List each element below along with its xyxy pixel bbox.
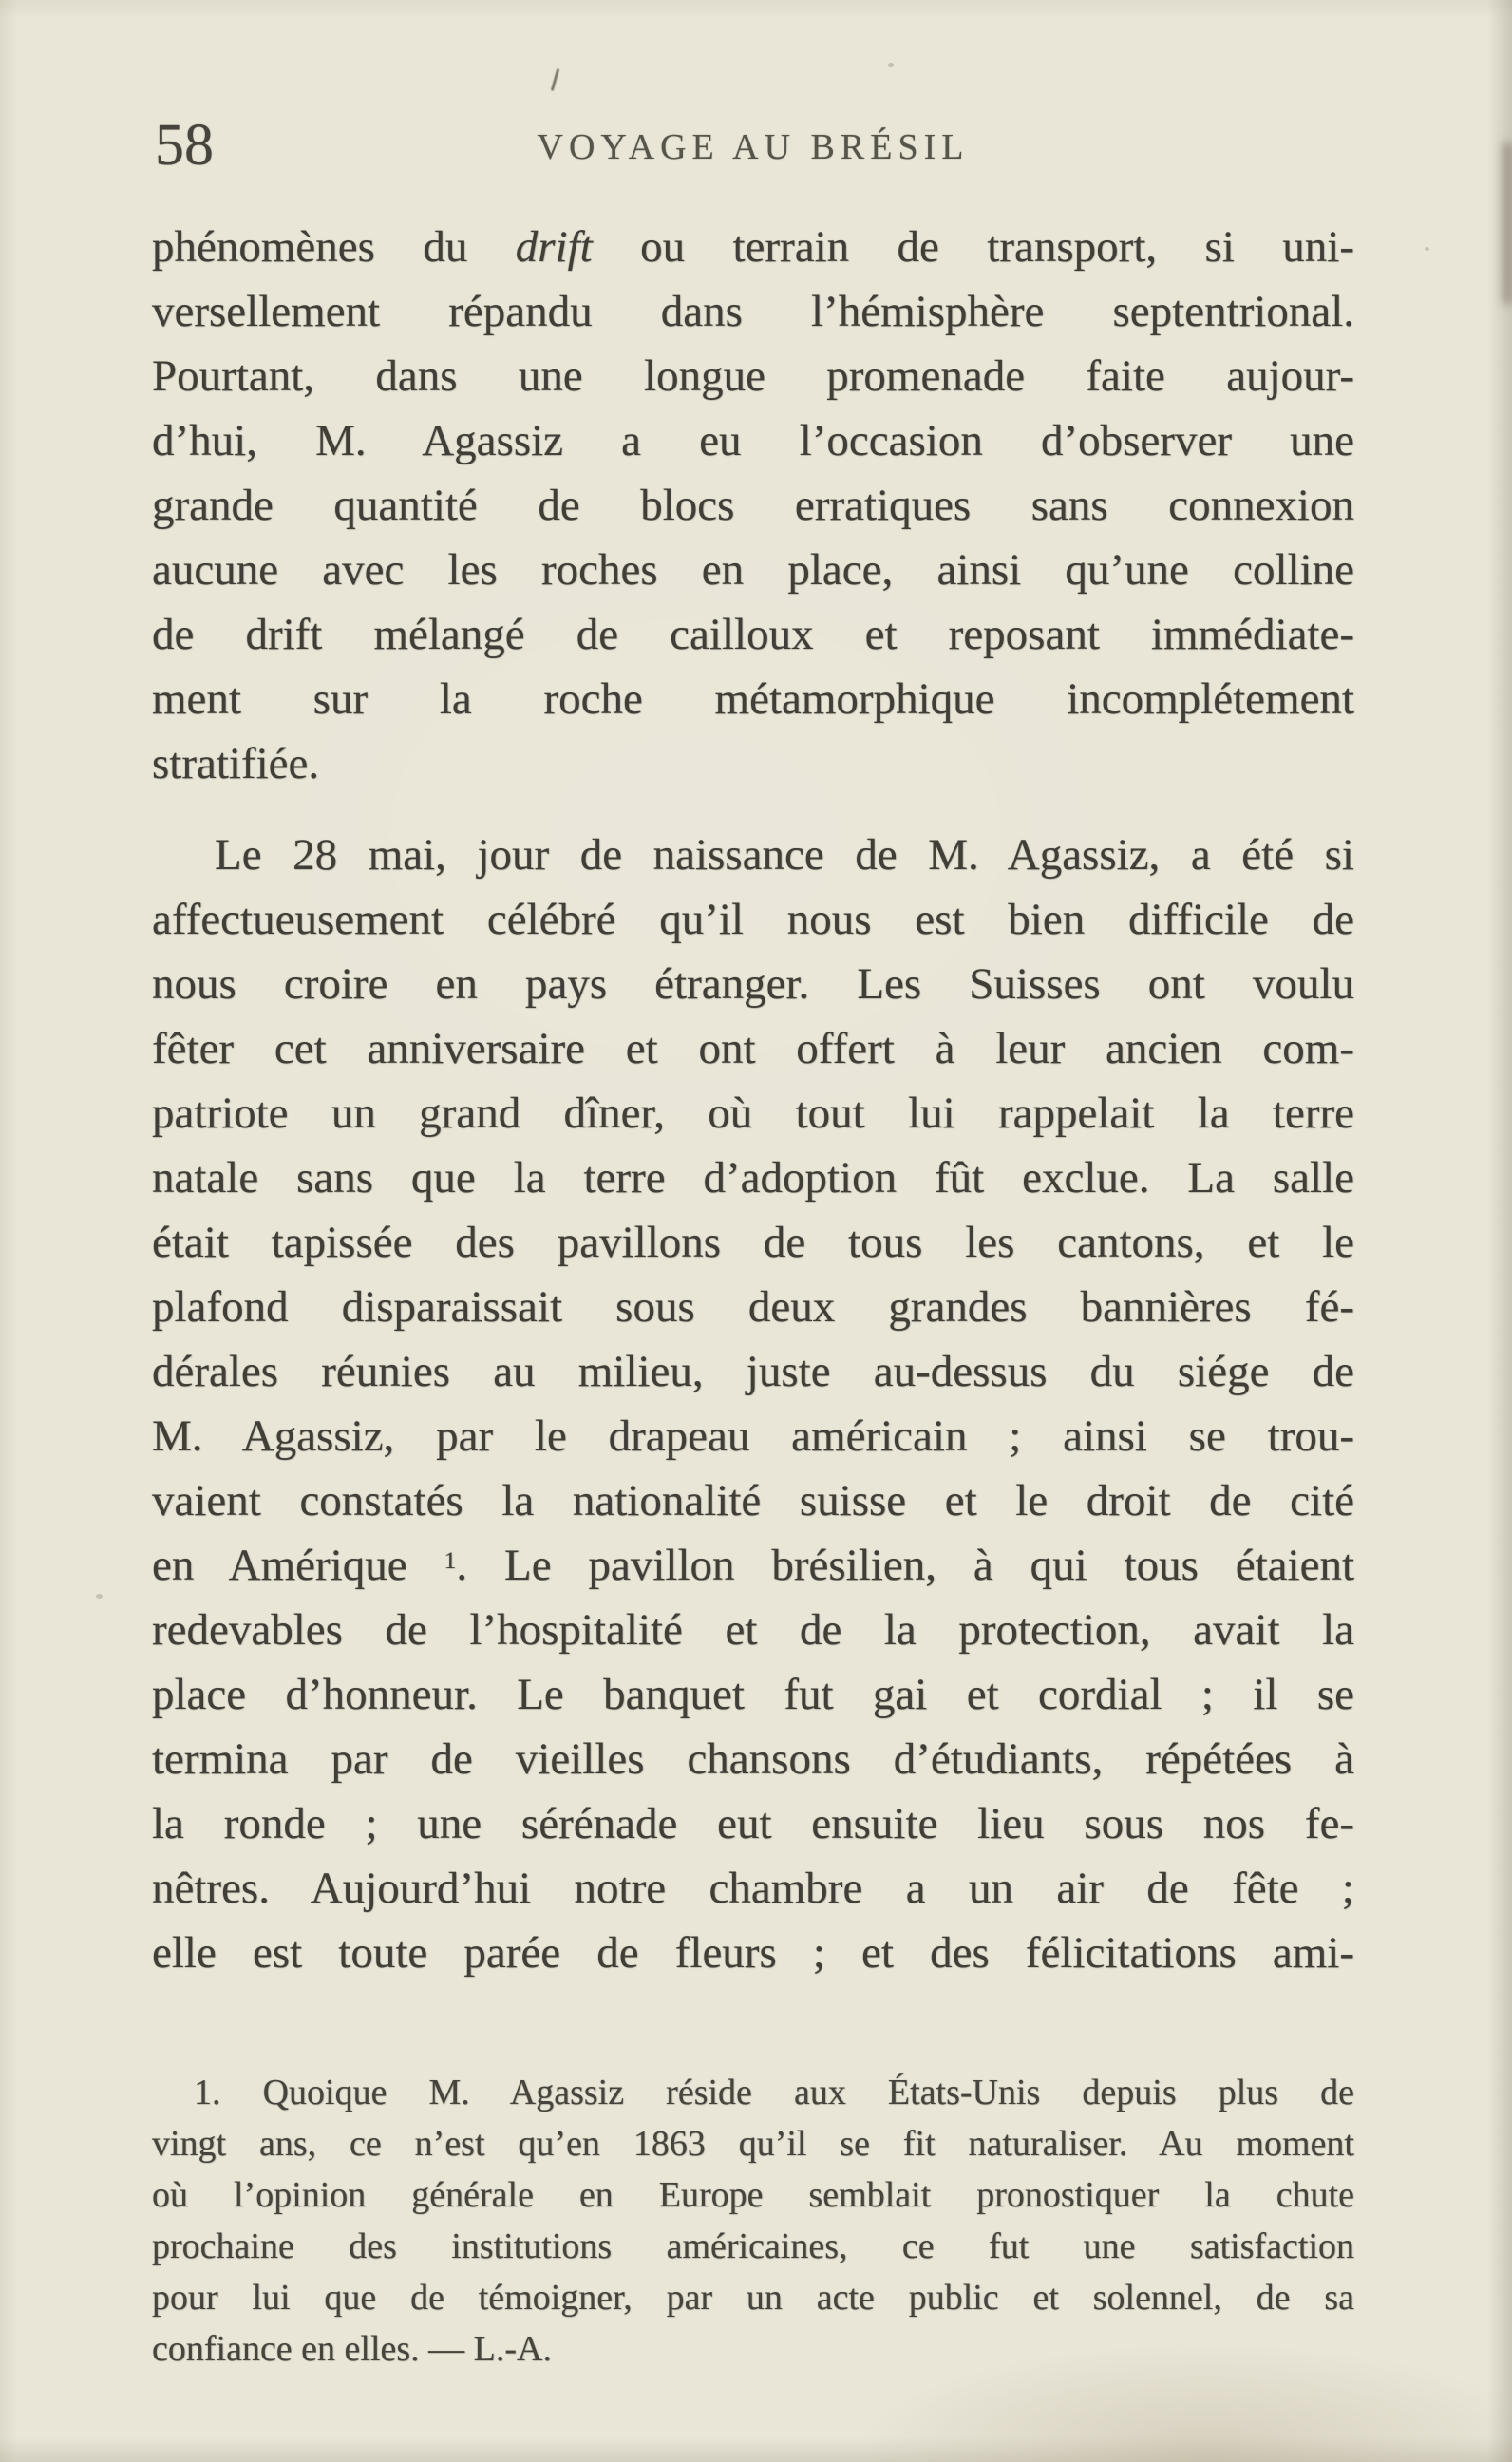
ink-speck [96,1594,103,1599]
text-line: versellement répandu dans l’hémisphère septentrional. [152,287,1354,336]
paragraph-birthday [152,823,1354,1985]
text-line: fêter cet anniversaire et ont offert à leur ancien com- [152,1024,1354,1073]
text-line: était tapissée des pavillons de tous les cantons, et le [152,1218,1354,1267]
text-line: Le 28 mai, jour de naissance de M. Agassiz, a été si [215,830,1354,880]
text-line: stratifiée. [152,739,320,788]
text-line: en Amérique $^1$. Le pavillon brésilien, à qui tous étaient [152,1541,1355,1590]
text-line: patriote un grand dîner, où tout lui rappelait la terre [152,1089,1354,1138]
text-line: la ronde ; une sérénade eut ensuite lieu sous nos fe- [152,1799,1354,1848]
text-line: plafond disparaissait sous deux grandes bannières fé- [152,1282,1354,1332]
text-line: M. Agassiz, par le drapeau américain ; ainsi se trou- [152,1411,1354,1461]
paragraph-drift [152,215,1354,796]
text-line: 1. Quoique M. Agassiz réside aux États-Unis depuis plus de [194,2073,1354,2112]
text-line: dérales réunies au milieu, juste au-dessus du siége de [152,1347,1354,1396]
text-line: prochaine des institutions américaines, ce fut une satisfaction [152,2226,1354,2266]
ink-speck [888,63,894,67]
footnote [152,2067,1354,2375]
ink-stray-stroke [551,68,559,91]
text-line: nêtres. Aujourd’hui notre chambre a un air de fête ; [152,1864,1354,1913]
text-line: où l’opinion générale en Europe semblait pronostiquer la chute [152,2175,1354,2215]
text-line: confiance en elles. — L.-A. [152,2329,552,2369]
text-line: elle est toute parée de fleurs ; et des félicitations ami- [152,1928,1354,1978]
text-line: Pourtant, dans une longue promenade faite aujour- [152,351,1354,401]
text-line: nous croire en pays étranger. Les Suisses ont voulu [152,959,1354,1009]
text-line: vingt ans, ce n’est qu’en 1863 qu’il se fit naturaliser. Au moment [152,2124,1354,2164]
running-title: VOYAGE AU BRÉSIL [537,127,970,167]
text-line: grande quantité de blocs erratiques sans connexion [152,481,1354,530]
page-number: 58 [155,113,214,178]
text-line: pour lui que de témoigner, par un acte public et solennel, de sa [152,2278,1354,2318]
text-line: phénomènes du drift ou terrain de transport, si uni- [152,222,1354,272]
text-line: d’hui, M. Agassiz a eu l’occasion d’observer une [152,416,1354,465]
text-line: termina par de vieilles chansons d’étudiants, répétées à [152,1734,1354,1784]
text-line: redevables de l’hospitalité et de la protection, avait la [152,1605,1354,1655]
text-line: de drift mélangé de cailloux et reposant immédiate- [152,610,1354,659]
text-line: affectueusement célébré qu’il nous est bien difficile de [152,895,1354,944]
scan-edge-streak [1503,142,1512,304]
text-block [152,215,1354,2375]
text-line: natale sans que la terre d’adoption fût exclue. La salle [152,1153,1354,1203]
text-line: ment sur la roche métamorphique incomplétement [152,674,1354,724]
ink-speck [1425,247,1429,251]
text-line: aucune avec les roches en place, ainsi qu’une colline [152,545,1354,595]
text-line: vaient constatés la nationalité suisse et le droit de cité [152,1476,1354,1525]
text-line: place d’honneur. Le banquet fut gai et cordial ; il se [152,1670,1354,1719]
